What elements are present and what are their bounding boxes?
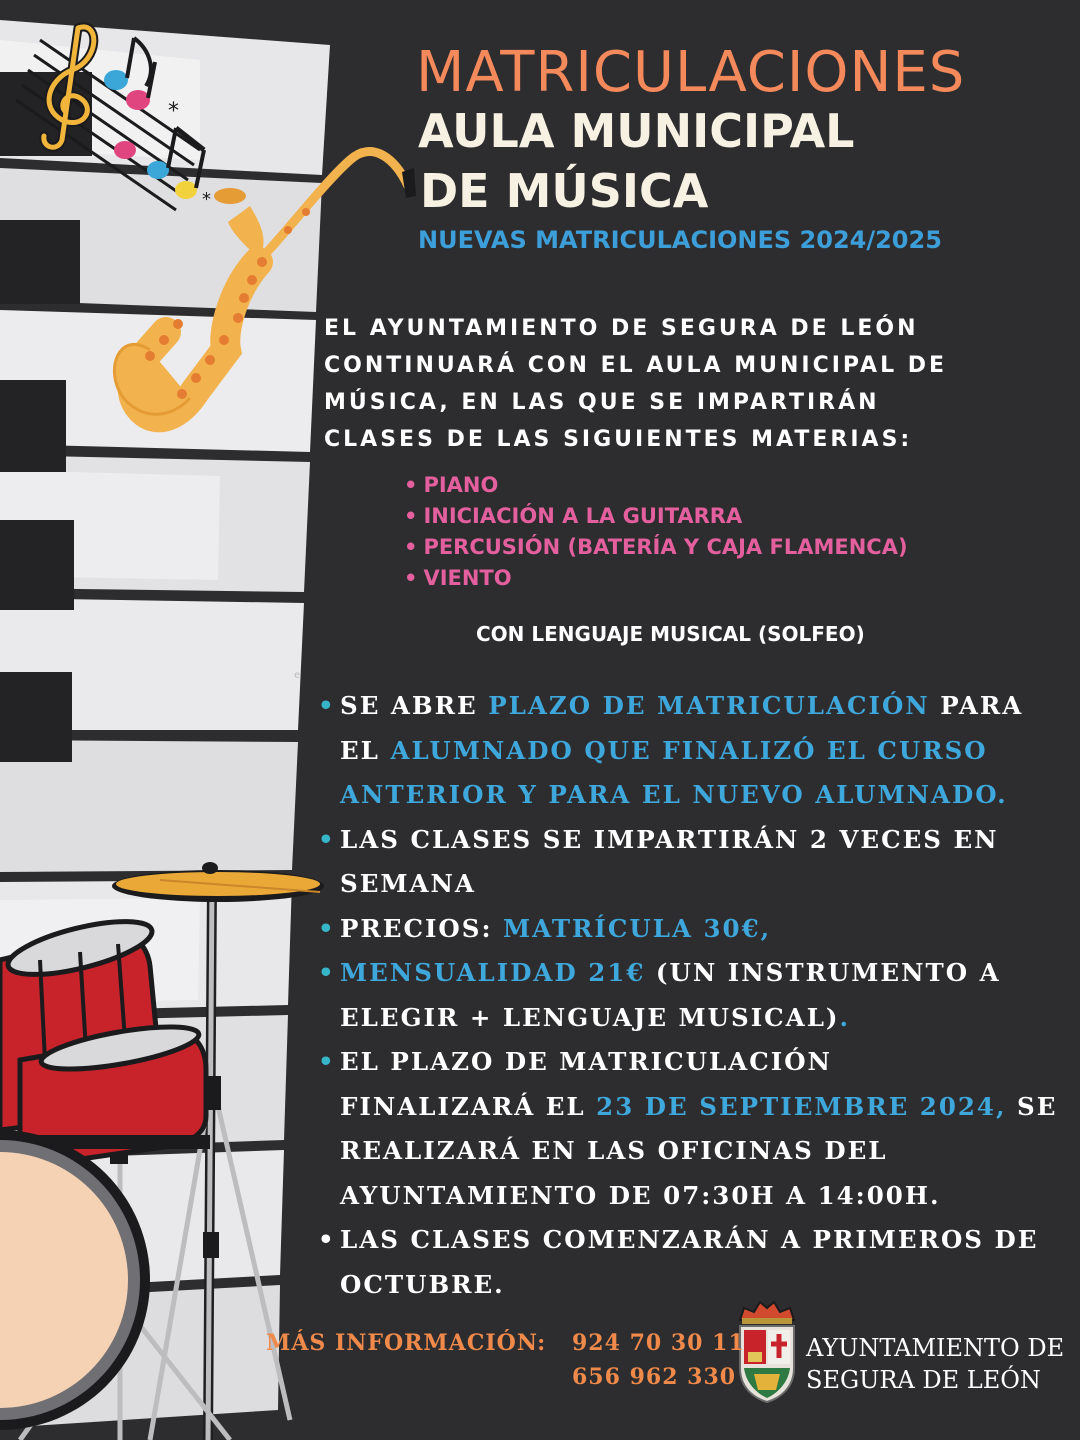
deadline-date: 23 DE SEPTIEMBRE 2024, bbox=[596, 1091, 1007, 1121]
detail-text: SE ABRE bbox=[340, 691, 489, 720]
detail-item-start bbox=[318, 1218, 1057, 1307]
bullet-icon: • bbox=[318, 1047, 336, 1076]
bullet-icon: • bbox=[318, 913, 336, 943]
detail-text: EL PLAZO DE MATRICULACIÓN bbox=[340, 1047, 832, 1076]
language-note: CON LENGUAJE MUSICAL (SOLFEO) bbox=[476, 622, 865, 646]
detail-text: SEMANA bbox=[340, 869, 476, 898]
bullet-icon: • bbox=[318, 691, 336, 720]
detail-item-enrollment bbox=[318, 684, 1057, 818]
detail-text: OCTUBRE. bbox=[340, 1269, 505, 1299]
svg-text:*: * bbox=[202, 189, 211, 210]
intro-line: EL AYUNTAMIENTO DE SEGURA DE LEÓN bbox=[324, 316, 919, 341]
tagline: NUEVAS MATRICULACIONES 2024/2025 bbox=[418, 226, 942, 254]
headline-line-1: AULA MUNICIPAL bbox=[418, 104, 855, 158]
intro-line: CLASES DE LAS SIGUIENTES MATERIAS: bbox=[324, 427, 913, 452]
detail-text: PARA bbox=[929, 691, 1024, 720]
detail-item-deadline bbox=[318, 1040, 1057, 1218]
detail-item-schedule bbox=[318, 818, 1057, 907]
detail-text: REALIZARÁ EN LAS OFICINAS DEL bbox=[340, 1136, 888, 1165]
bullet-icon: • bbox=[318, 958, 336, 987]
detail-text: (UN INSTRUMENTO A bbox=[645, 958, 1001, 987]
subject-item: • PIANO bbox=[404, 470, 908, 501]
detail-text: SE bbox=[1006, 1091, 1058, 1121]
detail-highlight: ANTERIOR Y PARA EL NUEVO ALUMNADO. bbox=[340, 780, 1008, 809]
subjects-list bbox=[404, 470, 908, 594]
detail-text: EL bbox=[340, 735, 391, 765]
phone-number: 924 70 30 11 bbox=[572, 1330, 745, 1356]
subject-item: • PERCUSIÓN (BATERÍA Y CAJA FLAMENCA) bbox=[404, 532, 908, 563]
coat-of-arms-icon bbox=[740, 1302, 794, 1402]
detail-highlight: PLAZO DE MATRICULACIÓN bbox=[488, 691, 930, 720]
more-info-label: MÁS INFORMACIÓN: bbox=[266, 1330, 547, 1356]
detail-text: PRECIOS: bbox=[340, 913, 504, 943]
enrollment-fee: MATRÍCULA 30€, bbox=[503, 913, 772, 943]
detail-text: ELEGIR + LENGUAJE MUSICAL) bbox=[340, 1002, 840, 1032]
organization-name-line-1: AYUNTAMIENTO DE bbox=[806, 1334, 1065, 1362]
svg-text:e: e bbox=[294, 670, 301, 681]
detail-text: LAS CLASES SE IMPARTIRÁN 2 VECES EN bbox=[340, 824, 999, 854]
subject-item: • VIENTO bbox=[404, 563, 908, 594]
detail-highlight: ALUMNADO QUE FINALIZÓ EL CURSO bbox=[390, 735, 988, 765]
svg-text:*: * bbox=[168, 99, 179, 124]
intro-paragraph bbox=[324, 310, 947, 458]
detail-text: FINALIZARÁ EL bbox=[340, 1091, 597, 1121]
detail-item-monthly bbox=[318, 951, 1057, 1040]
phone-number: 656 962 330 bbox=[572, 1364, 737, 1390]
details-list bbox=[318, 684, 1057, 1307]
bullet-icon: • bbox=[318, 1225, 336, 1254]
detail-highlight: . bbox=[839, 1002, 851, 1032]
intro-line: MÚSICA, EN LAS QUE SE IMPARTIRÁN bbox=[324, 390, 880, 415]
monthly-fee: MENSUALIDAD 21€ bbox=[340, 958, 646, 987]
detail-text: AYUNTAMIENTO DE 07:30H A 14:00H. bbox=[340, 1180, 941, 1210]
detail-text: LAS CLASES COMENZARÁN A PRIMEROS DE bbox=[340, 1225, 1039, 1254]
subject-item: • INICIACIÓN A LA GUITARRA bbox=[404, 501, 908, 532]
headline-line-2: DE MÚSICA bbox=[420, 164, 709, 218]
bullet-icon: • bbox=[318, 824, 336, 854]
page-title: MATRICULACIONES bbox=[416, 40, 966, 105]
detail-item-prices bbox=[318, 907, 1057, 952]
intro-line: CONTINUARÁ CON EL AULA MUNICIPAL DE bbox=[324, 353, 948, 378]
organization-name-line-2: SEGURA DE LEÓN bbox=[806, 1366, 1041, 1394]
